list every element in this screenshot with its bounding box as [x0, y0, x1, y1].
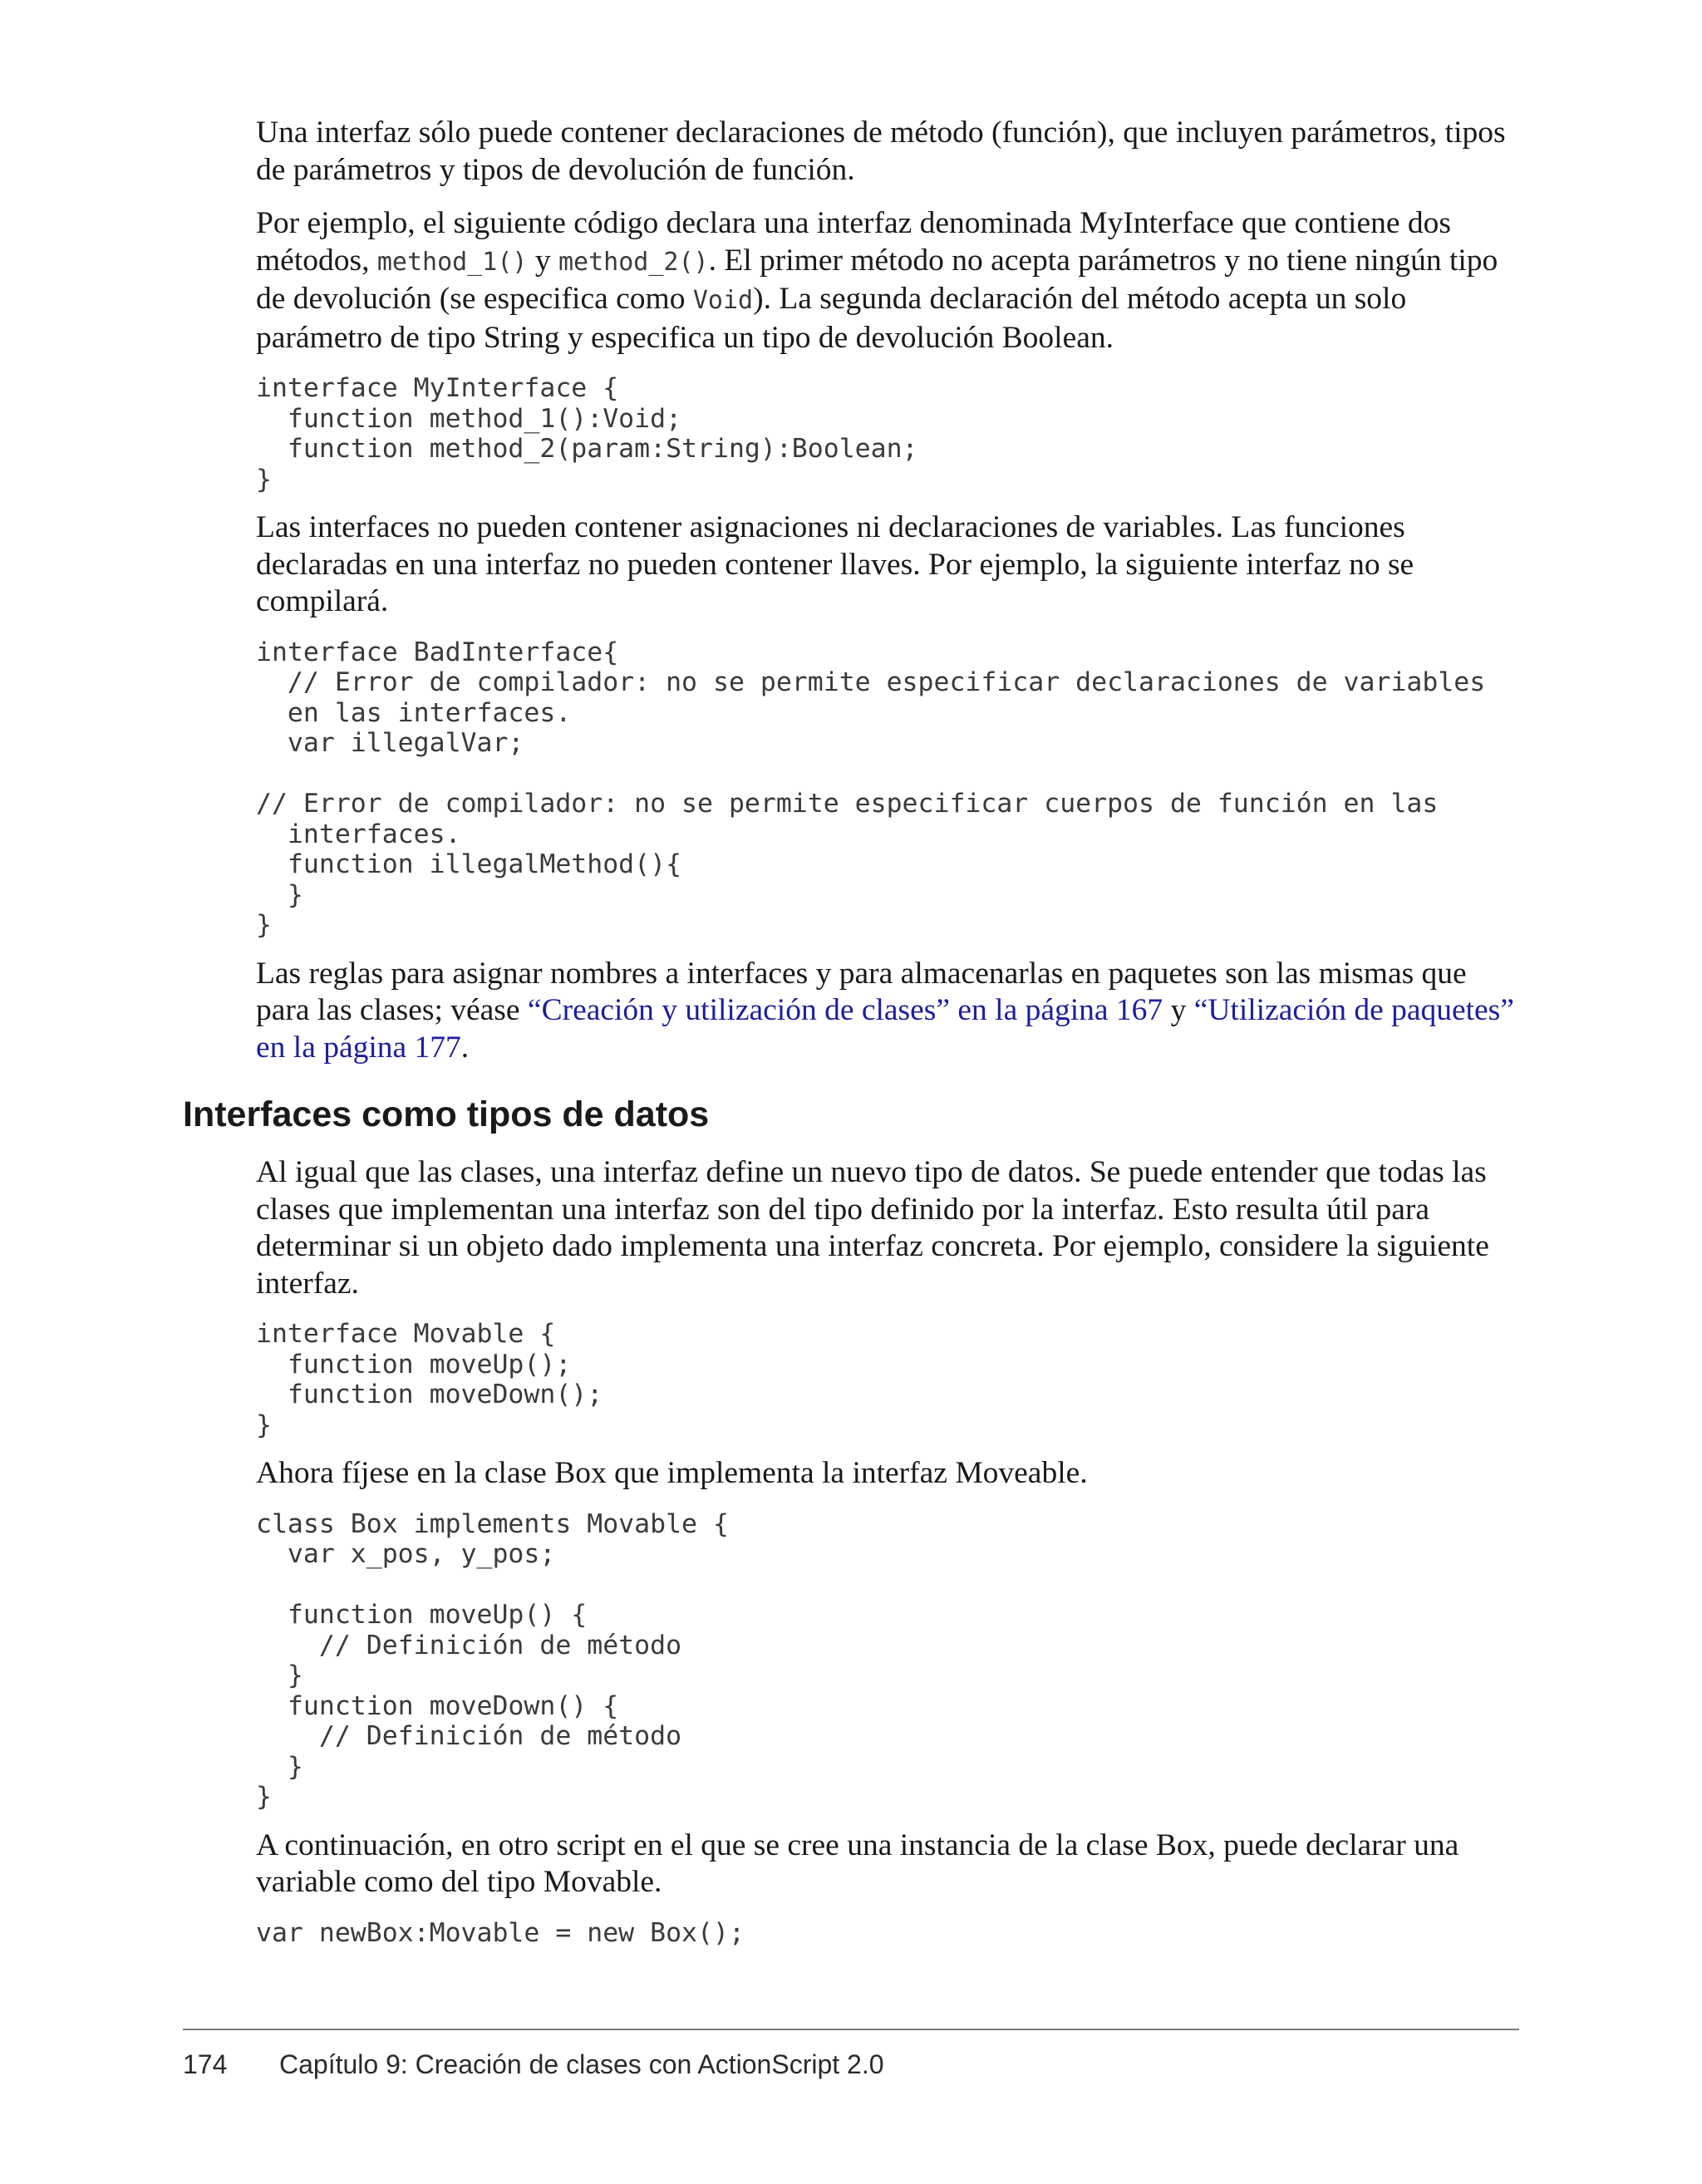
text-span: y [1163, 993, 1194, 1027]
page-number: 174 [183, 2049, 228, 2079]
text-span: . [460, 1030, 470, 1065]
section-heading: Interfaces como tipos de datos [183, 1094, 710, 1134]
text-span: . El primer método no acepta parámetros y no tiene ningún tipo de devolución (se especifica como [256, 243, 1498, 316]
page-content [183, 115, 1519, 1963]
inline-code-method-2: method_2() [558, 247, 709, 277]
text-span: y [527, 243, 558, 278]
link-utilizacion-paquetes[interactable]: “Utilización de paquetes” en la página 177 [256, 993, 1514, 1065]
code-block-movable: interface Movable { function moveUp(); function moveDown(); } [256, 1319, 603, 1440]
text-span: Las reglas para asignar nombres a interfaces y para almacenarlas en paquetes son las mismas que para las clases; véase [256, 956, 1467, 1027]
paragraph-myinterface-example [256, 205, 1519, 357]
inline-code-method-1: method_1() [376, 247, 528, 277]
link-creacion-clases[interactable]: “Creación y utilización de clases” en la página 167 [527, 993, 1163, 1027]
paragraph-box-class: Ahora fíjese en la clase Box que implementa la interfaz Moveable. [256, 1456, 1088, 1490]
paragraph-interface-intro: Una interfaz sólo puede contener declaraciones de método (función), que incluyen parámetros, tipos de parámetros y tipos de devolución de función. [256, 116, 1506, 187]
page-footer [183, 2049, 884, 2080]
paragraph-naming-rules [256, 956, 1519, 1067]
text-span: Por ejemplo, el siguiente código declara una interfaz denominada MyInterface que contiene dos métodos, [256, 206, 1451, 278]
code-block-box: class Box implements Movable { var x_pos, y_pos; function moveUp() { // Definición de método } function moveDown() { // Definición de método } } [256, 1508, 729, 1812]
code-block-badinterface: interface BadInterface{ // Error de compilador: no se permite especificar declaraciones de variables en las interfaces. var illegalVar; // Error de compilador: no se permite especificar cuerpos de función en las interfaces. function illegalMethod(){ } } [256, 637, 1486, 940]
inline-code-void: Void [692, 286, 754, 315]
chapter-title: Capítulo 9: Creación de clases con ActionScript 2.0 [279, 2049, 884, 2079]
code-block-newbox: var newBox:Movable = new Box(); [256, 1917, 745, 1948]
paragraph-no-assignments: Las interfaces no pueden contener asignaciones ni declaraciones de variables. Las funciones declaradas en una interfaz no pueden contener llaves. Por ejemplo, la siguiente interfaz no se compilará. [256, 510, 1414, 618]
text-span: ). La segunda declaración del método acepta un solo parámetro de tipo String y especifica un tipo de devolución Boolean. [256, 282, 1407, 355]
paragraph-instance: A continuación, en otro script en el que se cree una instancia de la clase Box, puede declarar una variable como del tipo Movable. [256, 1827, 1459, 1899]
footer-divider [183, 2029, 1519, 2030]
code-block-myinterface: interface MyInterface { function method_1():Void; function method_2(param:String):Boolean; } [256, 373, 918, 494]
paragraph-data-types: Al igual que las clases, una interfaz define un nuevo tipo de datos. Se puede entender que todas las clases que implementan una interfaz son del tipo definido por la interfaz. Esto resulta útil para determinar si un objeto dado implementa una interfaz concreta. Por ejemplo, considere la siguiente interfaz. [256, 1155, 1489, 1301]
